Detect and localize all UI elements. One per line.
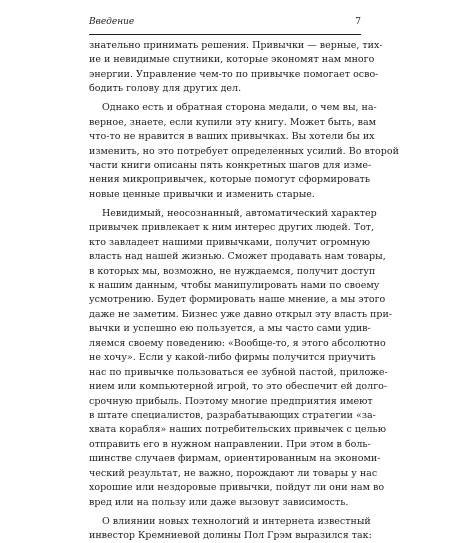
text-line: ие и невидимые спутники, которые экономят нам много [89, 54, 375, 66]
text-line: не хочу». Если у какой-либо фирмы получится приучить [89, 352, 376, 364]
running-head [89, 12, 361, 35]
text-line: ческий результат, не важно, порождают ли товары у нас [89, 467, 378, 479]
text-line: что-то не нравится в ваших привычках. Вы хотели бы их [89, 131, 375, 143]
text-line: новые ценные привычки и изменить старые. [89, 188, 315, 200]
text-line: вред или на пользу или даже вызовут зависимость. [89, 496, 349, 508]
text-line: нас по привычке пользоваться ее зубной пастой, приложе- [89, 366, 388, 378]
text-line: к нашим данным, чтобы манипулировать нами по своему [89, 280, 380, 291]
text-line: в штате специалистов, разрабатывающих стратегии «за- [89, 409, 376, 421]
text-line: части книги описаны пять конкретных шагов для изме- [89, 160, 372, 171]
text-line: знательно принимать решения. Привычки — верные, тих- [89, 40, 383, 51]
text-line: Однако есть и обратная сторона медали, о чем вы, на- [102, 102, 377, 114]
text-line: усмотрению. Будет формировать наше мнение, а мы этого [89, 294, 386, 306]
text-line: нием или компьютерной игрой, то это обеспечит ей долго- [89, 381, 388, 393]
text-line: срочную прибыль. Поэтому многие предприятия имеют [89, 395, 373, 407]
text-line: изменить, но это потребует определенных усилий. Во второй [89, 145, 399, 157]
text-line: в которых мы, возможно, не нуждаемся, получит доступ [89, 265, 376, 277]
text-line: хвата корабля» наших потребительских привычек с целью [89, 424, 387, 436]
text-line: Невидимый, неосознанный, автоматический характер [102, 207, 377, 219]
text-line: кто завладеет нашими привычками, получит огромную [89, 236, 371, 248]
text-line: энергии. Управление чем-то по привычке помогает осво- [89, 68, 379, 80]
text-line: привычек привлекает к ним интерес других людей. Тот, [89, 222, 375, 234]
section-name: Введение [89, 17, 135, 27]
text-line: отправить его в нужном направлении. При этом в боль- [89, 438, 371, 450]
text-line: хорошие или нездоровые привычки, пойдут ли они нам во [89, 482, 385, 494]
text-line: вычки и успешно ею пользуется, а мы часто сами удив- [89, 323, 371, 335]
text-line: О влиянии новых технологий и интернета известный [102, 515, 371, 527]
text-line: ляемся своему поведению: «Вообще-то, я этого абсолютно [89, 337, 386, 349]
text-line: нения микропривычек, которые помогут сформировать [89, 174, 371, 186]
text-line: даже не заметим. Бизнес уже давно открыл эту власть при- [89, 308, 392, 320]
text-line: инвестор Кремниевой долины Пол Грэм выразился так: [89, 529, 372, 541]
text-line: власть над нашей жизнью. Сможет продавать нам товары, [89, 251, 386, 263]
body-text [89, 39, 399, 543]
text-line: бодить голову для других дел. [89, 83, 242, 95]
page-number: 7 [355, 17, 361, 27]
text-line: верное, знаете, если купили эту книгу. Может быть, вам [89, 116, 377, 128]
text-line: шинстве случаев фирмам, ориентированным на экономи- [89, 453, 381, 465]
